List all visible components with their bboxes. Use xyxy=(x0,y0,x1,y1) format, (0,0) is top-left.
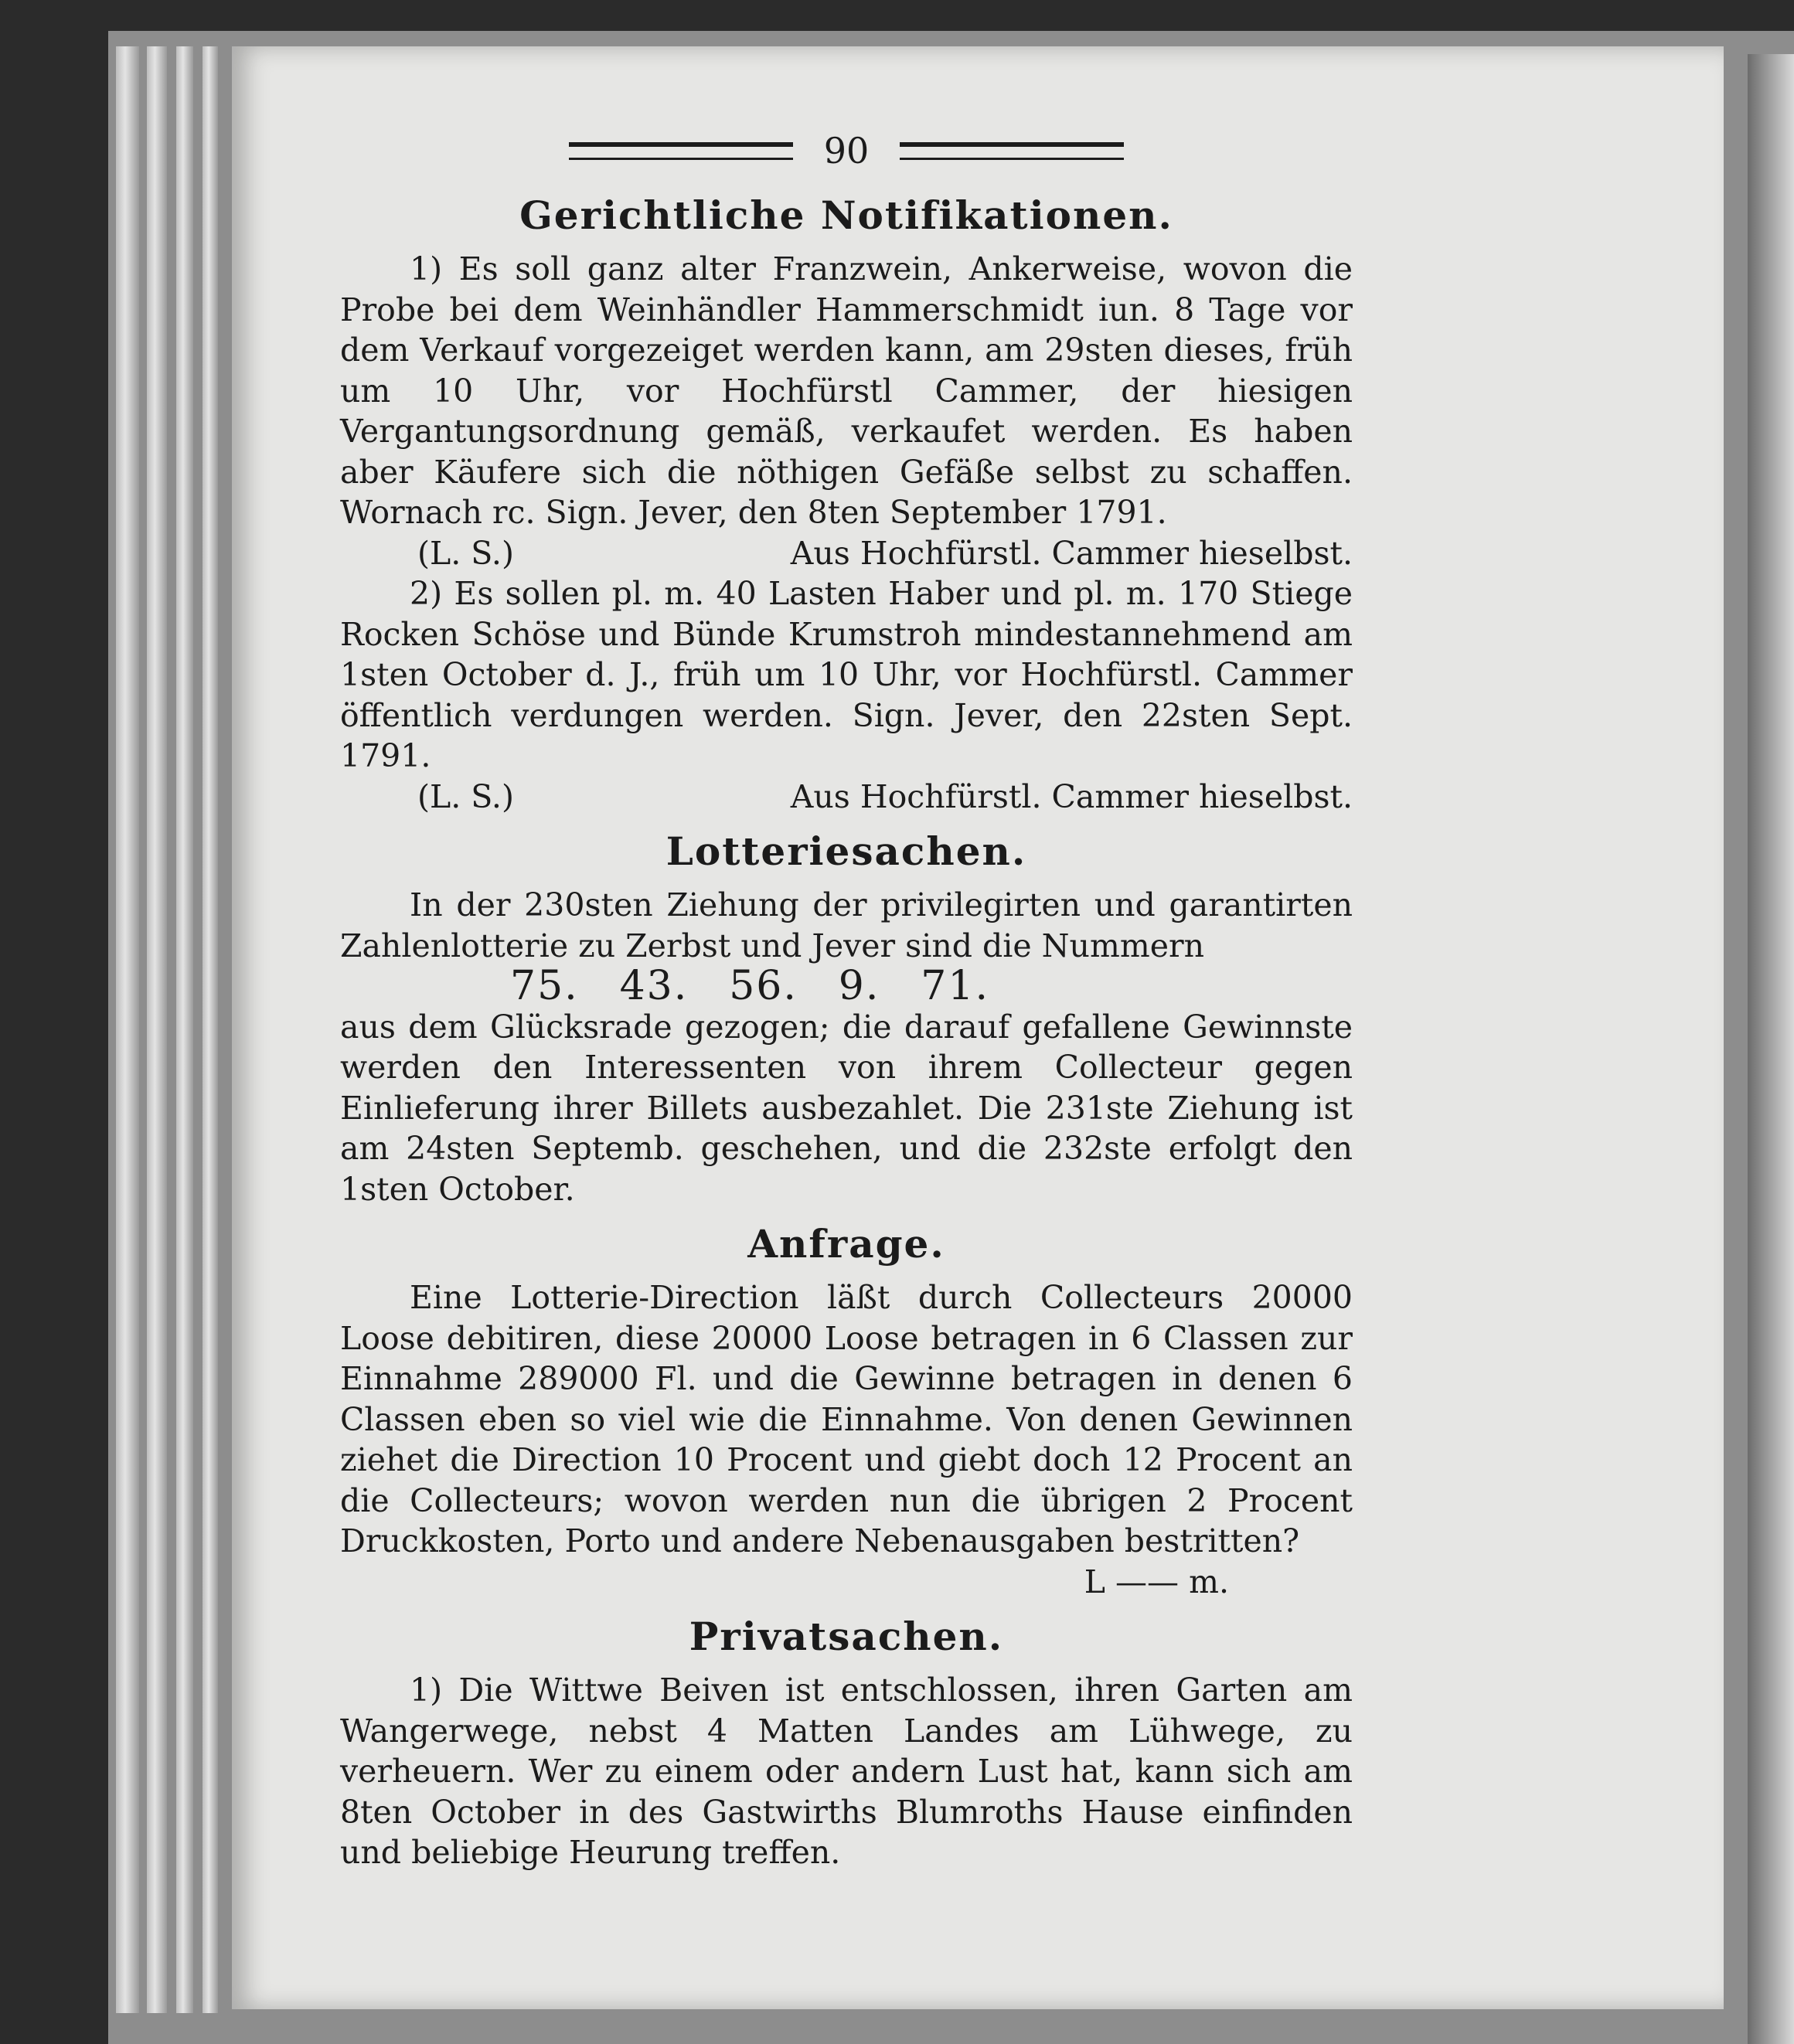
lottery-text: aus dem Glücksrade gezogen; die darauf gefallene Gewinnste werden den Interessenten von ihrem Collecteur gegen Einlieferung ihrer Billets ausbezahlet. Die 231ste Ziehung ist am 24sten Septemb. geschehen, und die 232ste erfolgt den 1sten October. xyxy=(340,1008,1353,1208)
heading-notifications: Gerichtliche Notifikationen. xyxy=(519,192,1173,238)
lottery-number: 43. xyxy=(619,963,689,1009)
heading-inquiry: Anfrage. xyxy=(747,1221,945,1267)
notification-1-text: 1) Es soll ganz alter Franzwein, Ankerweise, wovon die Probe bei dem Weinhändler Hammerschmidt iun. 8 Tage vor dem Verkauf vorgezeiget werden kann, am 29sten dieses, früh um 10 Uhr, vor Hochfürstl Cammer, der hiesigen Vergantungsordnung gemäß, verkaufet werden. Es haben aber Käufere sich die nöthigen Gefäße selbst zu schaffen. Wornach rc. Sign. Jever, den 8ten September 1791. xyxy=(340,250,1353,531)
seal-mark: (L. S.) xyxy=(417,534,514,572)
notification-2-signature xyxy=(340,777,1353,818)
authority-line: Aus Hochfürstl. Cammer hieselbst. xyxy=(790,777,1353,815)
heading-lottery: Lotteriesachen. xyxy=(666,828,1027,874)
lottery-number: 75. xyxy=(510,963,579,1009)
lottery-intro: In der 230sten Ziehung der privilegirten und garantirten Zahlenlotterie zu Zerbst und Jever sind die Nummern xyxy=(340,886,1353,964)
page-stack-edge xyxy=(147,46,167,2013)
lottery-number: 71. xyxy=(921,963,989,1009)
authority-line: Aus Hochfürstl. Cammer hieselbst. xyxy=(790,534,1353,572)
page-stack-edge xyxy=(176,46,193,2013)
page-stack-edge xyxy=(203,46,218,2013)
seal-mark: (L. S.) xyxy=(417,777,514,815)
page-stack-edge xyxy=(116,46,139,2013)
notification-2-text: 2) Es sollen pl. m. 40 Lasten Haber und pl. m. 170 Stiege Rocken Schöse und Bünde Krumstroh mindestannehmend am 1sten October d. J., früh um 10 Uhr, vor Hochfürstl. Cammer öffentlich verdungen werden. Sign. Jever, den 22sten Sept. 1791. xyxy=(340,575,1353,774)
header-rule-left xyxy=(569,142,793,160)
inquiry-text: Eine Lotterie-Direction läßt durch Collecteurs 20000 Loose debitiren, diese 20000 Loose betragen in 6 Classen zur Einnahme 289000 Fl. und die Gewinne betragen in denen 6 Classen eben so viel wie die Einnahme. Von denen Gewinnen ziehet die Direction 10 Procent und giebt doch 12 Procent an die Collecteurs; wovon werden nun die übrigen 2 Procent Druckkosten, Porto und andere Nebenausgaben bestritten? xyxy=(340,1279,1353,1559)
notification-1-signature xyxy=(340,533,1353,574)
header-rule-right xyxy=(900,142,1124,160)
page-number: 90 xyxy=(823,129,870,172)
facing-page-edge xyxy=(1748,54,1794,2044)
page-header xyxy=(340,124,1353,178)
heading-private: Privatsachen. xyxy=(689,1614,1004,1659)
private-1-text: 1) Die Wittwe Beiven ist entschlossen, ihren Garten am Wangerwege, nebst 4 Matten Landes am Lühwege, zu verheuern. Wer zu einem oder andern Lust hat, kann sich am 8ten October in des Gastwirths Blumroths Hause einfinden und beliebige Heurung treffen. xyxy=(340,1672,1353,1871)
inquiry-signature: L —— m. xyxy=(1084,1563,1229,1600)
lottery-number: 56. xyxy=(729,963,798,1009)
lottery-numbers xyxy=(510,963,989,1009)
lottery-number: 9. xyxy=(838,963,880,1009)
page-text xyxy=(340,124,1353,1873)
